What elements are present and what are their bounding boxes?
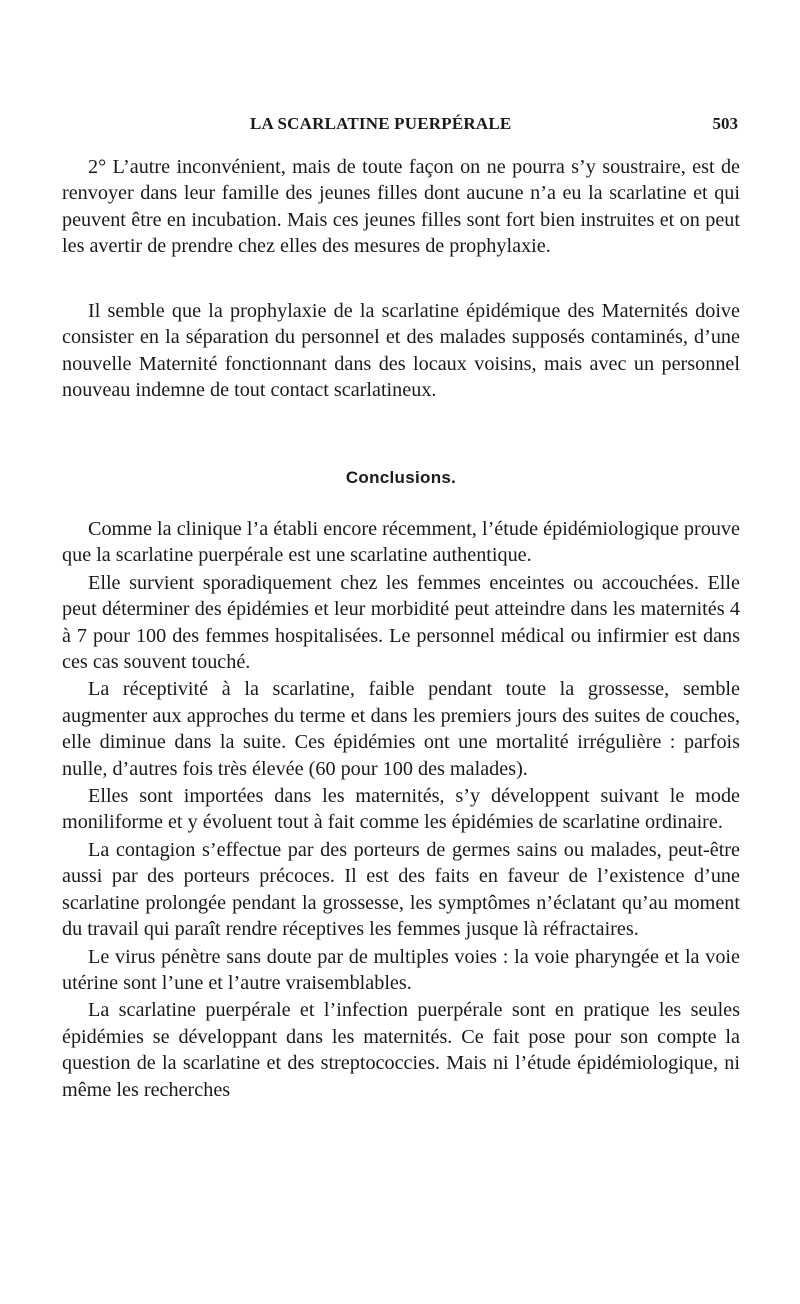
conclusion-paragraph: La contagion s’effectue par des porteurs de germes sains ou malades, peut-être aussi par des porteurs précoces. Il est des faits en faveur de l’existence d’une scarlatine prolongée pendant la grossesse, les symptômes n’éclatant qu’au moment du travail qui paraît rendre réceptives les femmes jusque là réfractaires. <box>62 838 740 941</box>
conclusion-paragraph: Elle survient sporadiquement chez les femmes enceintes ou accouchées. Elle peut déterminer des épidémies et leur morbidité peut atteindre dans les maternités 4 à 7 pour 100 des femmes hospitalisées. Le personnel médical ou infirmier est dans ces cas souvent touché. <box>62 571 740 674</box>
running-head <box>62 114 740 140</box>
conclusion-paragraph: La scarlatine puerpérale et l’infection puerpérale sont en pratique les seules épidémies se développant dans les maternités. Ce fait pose pour son compte la question de la scarlatine et des streptococcies. Mais ni l’étude épidémiologique, ni même les recherches <box>62 999 740 1101</box>
conclusion-paragraph: Le virus pénètre sans doute par de multiples voies : la voie pharyngée et la voie utérine sont l’une et l’autre vraisemblables. <box>62 945 740 994</box>
book-page <box>62 0 740 1304</box>
conclusion-paragraph: La réceptivité à la scarlatine, faible pendant toute la grossesse, semble augmenter aux approches du terme et dans les premiers jours des suites de couches, elle diminue dans la suite. Ces épidémies ont une mortalité irrégulière : parfois nulle, d’autres fois très élevée (60 pour 100 des malades). <box>62 678 740 780</box>
running-title: LA SCARLATINE PUERPÉRALE <box>250 114 512 133</box>
conclusion-paragraph: Comme la clinique l’a établi encore récemment, l’étude épidémiologique prouve que la scarlatine puerpérale est une scarlatine authentique. <box>62 518 740 567</box>
conclusion-paragraph: Elles sont importées dans les maternités, s’y développent suivant le mode moniliforme et y évoluent tout à fait comme les épidémies de scarlatine ordinaire. <box>62 785 740 834</box>
body-paragraph-prophylaxie: Il semble que la prophylaxie de la scarlatine épidémique des Maternités doive consister en la séparation du personnel et des malades supposés contaminés, d’une nouvelle Maternité fonctionnant dans des locaux voisins, mais avec un personnel nouveau indemne de tout contact scarlatineux. <box>62 300 740 402</box>
body-paragraph-inconvenient: 2° L’autre inconvénient, mais de toute façon on ne pourra s’y soustraire, est de renvoyer dans leur famille des jeunes filles dont aucune n’a eu la scarlatine et qui peuvent être en incubation. Mais ces jeunes filles sont fort bien instruites et on peut les avertir de prendre chez elles des mesures de prophylaxie. <box>62 156 740 258</box>
section-heading-conclusions: Conclusions. <box>345 468 457 487</box>
page-number: 503 <box>712 114 738 133</box>
conclusions-section <box>62 516 740 1103</box>
